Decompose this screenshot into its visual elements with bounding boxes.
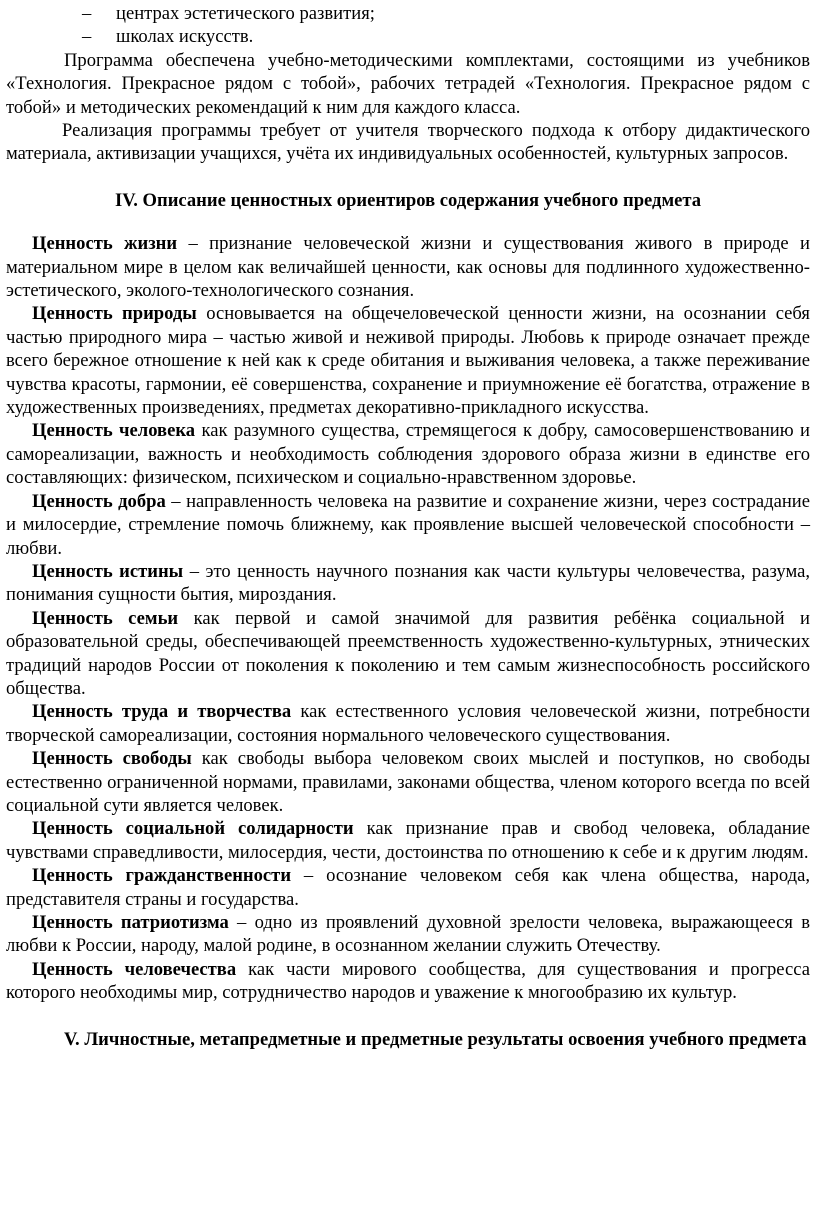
list-item xyxy=(6,2,810,25)
value-paragraph xyxy=(6,864,810,911)
value-text: – направленность человека на развитие и сохранение жизни, через сострадание и милосердие, стремление помочь ближнему, как проявление высшей человеческой способности – любви. xyxy=(6,490,810,559)
value-term: Ценность жизни xyxy=(32,233,178,255)
value-text: как естественного условия человеческой жизни, потребности творческой самореализации, состояния нормального человеческого существования. xyxy=(6,701,811,746)
value-term: Ценность истины xyxy=(32,560,184,582)
value-text: как разумного существа, стремящегося к добру, самосовершенствованию и самореализации, важность и необходимость соблюдения здорового образа жизни в единстве его составляющих: физическом, психическом и социально-нравственном здоровье. xyxy=(6,420,810,489)
value-text: – это ценность научного познания как части культуры человечества, разума, понимания сущности бытия, мироздания. xyxy=(6,560,810,606)
value-paragraph xyxy=(6,958,810,1005)
value-term: Ценность свободы xyxy=(32,748,192,770)
value-term: Ценность труда и творчества xyxy=(32,701,292,723)
value-paragraph xyxy=(6,607,810,701)
value-term: Ценность человечества xyxy=(32,958,237,980)
section-5-heading: V. Личностные, метапредметные и предметные результаты освоения учебного предмета xyxy=(64,1028,807,1050)
value-paragraph xyxy=(6,817,810,864)
value-text: – одно из проявлений духовной зрелости человека, выражающееся в любви к России, народу, малой родине, в осознанном желании служить Отечеству. xyxy=(6,912,810,957)
value-text: – осознание человеком себя как члена общества, народа, представителя страны и государства. xyxy=(6,865,810,910)
value-term: Ценность гражданственности xyxy=(32,865,292,887)
value-text: как свободы выбора человеком своих мыслей и поступков, но свободы естественно ограниченной нормами, правилами, законами общества, членом которого всегда по всей социальной сути является человек. xyxy=(6,748,810,816)
paragraph-implementation: Реализация программы требует от учителя творческого подхода к отбору дидактического материала, активизации учащихся, учёта их индивидуальных особенностей, культурных запросов. xyxy=(6,120,810,165)
list-dash: – xyxy=(82,3,92,24)
value-paragraph xyxy=(6,747,810,817)
value-paragraph xyxy=(6,490,810,560)
value-paragraph xyxy=(6,232,810,302)
value-paragraph xyxy=(6,419,810,489)
list-item xyxy=(6,25,810,48)
value-text: – признание человеческой жизни и существования живого в природе и материальном мире в целом как величайшей ценности, как основы для подлинного художественно-эстетического, эколого-технологического сознания. xyxy=(6,233,810,302)
value-text: как признание прав и свобод человека, обладание чувствами справедливости, милосердия, чести, достоинства по отношению к себе и к другим людям. xyxy=(6,818,811,863)
value-text: как первой и самой значимой для развития ребёнка социальной и образовательной среды, обеспечивающей преемственность художественно-культурных, этнических традиций народов России от поколения к поколению и тем самым жизнеспособность российского общества. xyxy=(6,607,811,699)
value-term: Ценность добра xyxy=(32,490,166,512)
value-text: как части мирового сообщества, для существования и прогресса которого необходимы мир, сотрудничество народов и уважение к многообразию их культур. xyxy=(6,958,810,1004)
value-term: Ценность патриотизма xyxy=(32,912,229,933)
paragraph-textbooks: Программа обеспечена учебно-методическими комплектами, состоящими из учебников «Технология. Прекрасное рядом с тобой», рабочих тетрадей «Технология. Прекрасное рядом с тобой» и методических рекомендаций к ним для каждого класса. xyxy=(6,49,810,118)
values-list xyxy=(6,232,810,1004)
value-paragraph xyxy=(6,911,810,958)
section-4-heading: IV. Описание ценностных ориентиров содержания учебного предмета xyxy=(114,189,702,211)
list-item-text: школах искусств. xyxy=(116,26,254,48)
value-term: Ценность социальной солидарности xyxy=(32,818,354,840)
value-term: Ценность семьи xyxy=(32,607,179,629)
value-text: основывается на общечеловеческой ценности жизни, на осознании себя частью природного мира – частью живой и неживой природы. Любовь к природе означает прежде всего бережное отношение к ней как к среде обитания и выживания человека, а также переживание чувства красоты, гармонии, её совершенства, сохранение и приумножение её богатства, отражение в художественных произведениях, предметах декоративно-прикладного искусства. xyxy=(6,303,810,419)
list-item-text: центрах эстетического развития; xyxy=(116,3,375,24)
value-paragraph xyxy=(6,700,810,747)
value-term: Ценность природы xyxy=(32,303,197,325)
value-term: Ценность человека xyxy=(32,420,196,442)
value-paragraph xyxy=(6,560,810,607)
list-dash: – xyxy=(82,26,92,48)
value-paragraph xyxy=(6,302,810,419)
